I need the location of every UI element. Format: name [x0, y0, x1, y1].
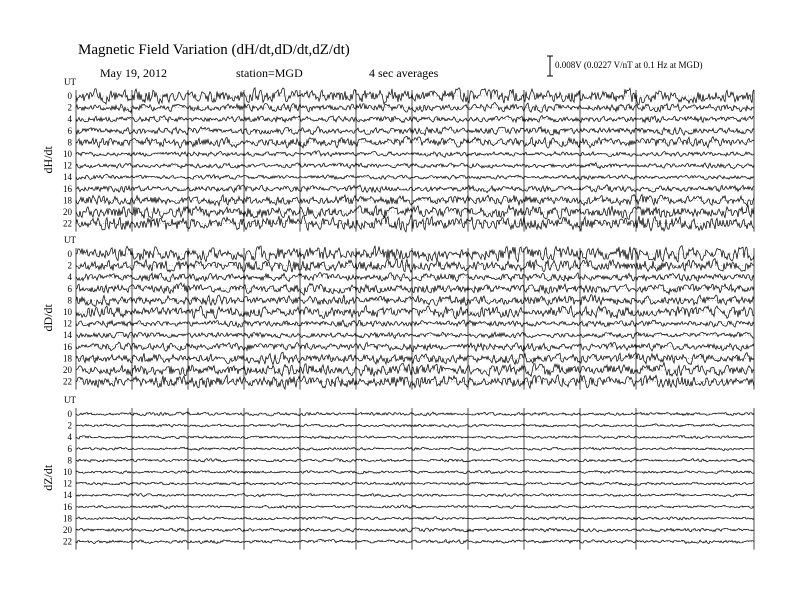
row-label: 8 — [67, 455, 72, 466]
trace-line — [76, 447, 754, 450]
trace-line — [76, 482, 754, 486]
panel-dH-dt — [41, 77, 754, 232]
row-label: 14 — [63, 330, 72, 341]
chart-title: Magnetic Field Variation (dH/dt,dD/dt,dZ/dt) — [78, 42, 350, 58]
row-label: 2 — [67, 420, 72, 431]
ut-label: UT — [64, 235, 76, 245]
row-label: 20 — [63, 525, 72, 535]
row-label: 0 — [67, 409, 72, 419]
row-label: 0 — [67, 249, 72, 259]
trace-line — [76, 363, 754, 376]
trace-line — [76, 194, 754, 205]
row-label: 18 — [63, 513, 72, 524]
row-label: 6 — [67, 443, 72, 454]
row-label: 22 — [63, 376, 72, 387]
panels — [41, 77, 754, 550]
trace-line — [76, 375, 754, 389]
row-label: 10 — [63, 467, 72, 477]
panel-dD-dt — [41, 235, 754, 390]
row-label: 4 — [67, 432, 72, 443]
row-label: 4 — [67, 114, 72, 125]
row-label: 8 — [67, 295, 72, 306]
panel-ylabel: dH/dt — [41, 146, 55, 174]
row-label: 6 — [67, 283, 72, 294]
row-label: 12 — [63, 318, 72, 329]
averaging-label: 4 sec averages — [369, 66, 439, 80]
station-label: station=MGD — [236, 66, 303, 80]
row-label: 18 — [63, 195, 72, 206]
row-label: 16 — [63, 501, 72, 512]
trace-line — [76, 205, 754, 219]
panel-ylabel: dZ/dt — [41, 464, 55, 491]
row-label: 10 — [63, 307, 72, 317]
scale-bar — [547, 56, 703, 76]
panel-ylabel: dD/dt — [41, 304, 55, 332]
scale-bar-label: 0.008V (0.0227 V/nT at 0.1 Hz at MGD) — [555, 60, 703, 70]
row-label: 6 — [67, 125, 72, 136]
row-label: 2 — [67, 260, 72, 271]
row-label: 12 — [63, 478, 72, 489]
ut-label: UT — [64, 77, 76, 87]
date-label: May 19, 2012 — [100, 66, 167, 80]
ut-label: UT — [64, 395, 76, 405]
row-label: 20 — [63, 207, 72, 217]
row-label: 10 — [63, 149, 72, 159]
row-label: 14 — [63, 172, 72, 183]
panel-dZ-dt — [41, 395, 754, 550]
row-label: 4 — [67, 272, 72, 283]
row-label: 16 — [63, 183, 72, 194]
row-label: 22 — [63, 218, 72, 229]
row-label: 20 — [63, 365, 72, 375]
row-label: 2 — [67, 102, 72, 113]
row-label: 16 — [63, 341, 72, 352]
row-label: 14 — [63, 490, 72, 501]
row-label: 12 — [63, 160, 72, 171]
row-label: 18 — [63, 353, 72, 364]
row-label: 22 — [63, 536, 72, 547]
row-label: 8 — [67, 137, 72, 148]
row-label: 0 — [67, 91, 72, 101]
